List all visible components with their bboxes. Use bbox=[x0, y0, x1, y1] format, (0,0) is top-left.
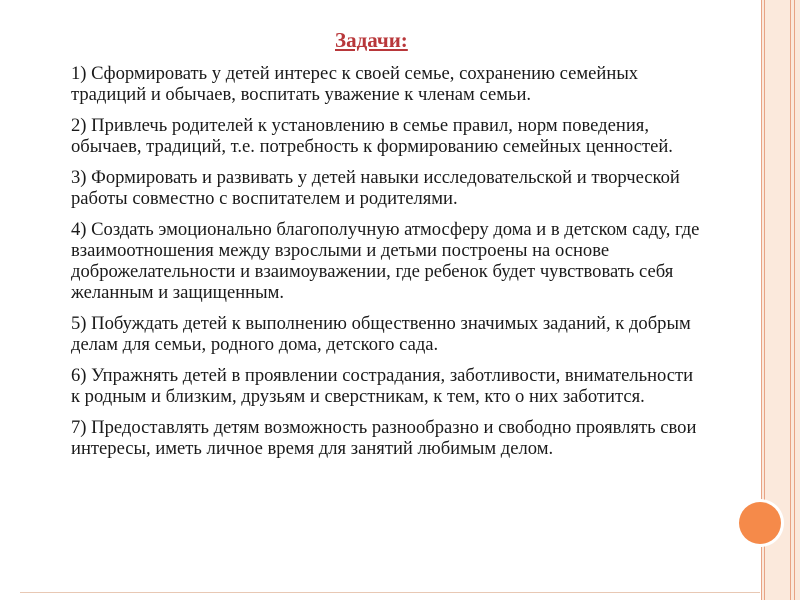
decorative-line bbox=[790, 0, 791, 600]
list-item bbox=[40, 417, 700, 459]
list-item bbox=[40, 365, 700, 407]
list-item bbox=[40, 167, 700, 209]
decorative-line bbox=[794, 0, 795, 600]
list-item-text: 7) Предоставлять детям возможность разнообразно и свободно проявлять свои интересы, иметь личное время для занятий любимым делом. bbox=[71, 417, 697, 459]
list-item-text: 4) Создать эмоционально благополучную атмосферу дома и в детском саду, где взаимоотношения между взрослыми и детьми построены на основе доброжелательности и взаимоуважении, где ребенок будет чувствовать себя желанным и защищенным. bbox=[71, 219, 700, 303]
list-item-text: 6) Упражнять детей в проявлении сострадания, заботливости, внимательности к родным и близким, друзьям и сверстникам, к тем, кто о них заботится. bbox=[71, 365, 694, 407]
slide-title: Задачи: bbox=[335, 28, 408, 52]
slide-title-row bbox=[40, 26, 700, 54]
slide-content bbox=[40, 26, 700, 469]
bottom-divider bbox=[20, 592, 760, 593]
list-item bbox=[40, 63, 700, 105]
list-item bbox=[40, 313, 700, 355]
list-item-text: 3) Формировать и развивать у детей навыки исследовательской и творческой работы совместно с воспитателем и родителями. bbox=[71, 167, 680, 209]
decorative-circle bbox=[739, 502, 781, 544]
list-item bbox=[40, 219, 700, 303]
list-item-text: 2) Привлечь родителей к установлению в семье правил, норм поведения, обычаев, традиций, т.е. потребность к формированию семейных ценностей. bbox=[71, 115, 673, 157]
list-item-text: 1) Сформировать у детей интерес к своей семье, сохранению семейных традиций и обычаев, воспитать уважение к членам семьи. bbox=[71, 63, 639, 105]
list-item-text: 5) Побуждать детей к выполнению общественно значимых заданий, к добрым делам для семьи, родного дома, детского сада. bbox=[71, 313, 691, 355]
list-item bbox=[40, 115, 700, 157]
